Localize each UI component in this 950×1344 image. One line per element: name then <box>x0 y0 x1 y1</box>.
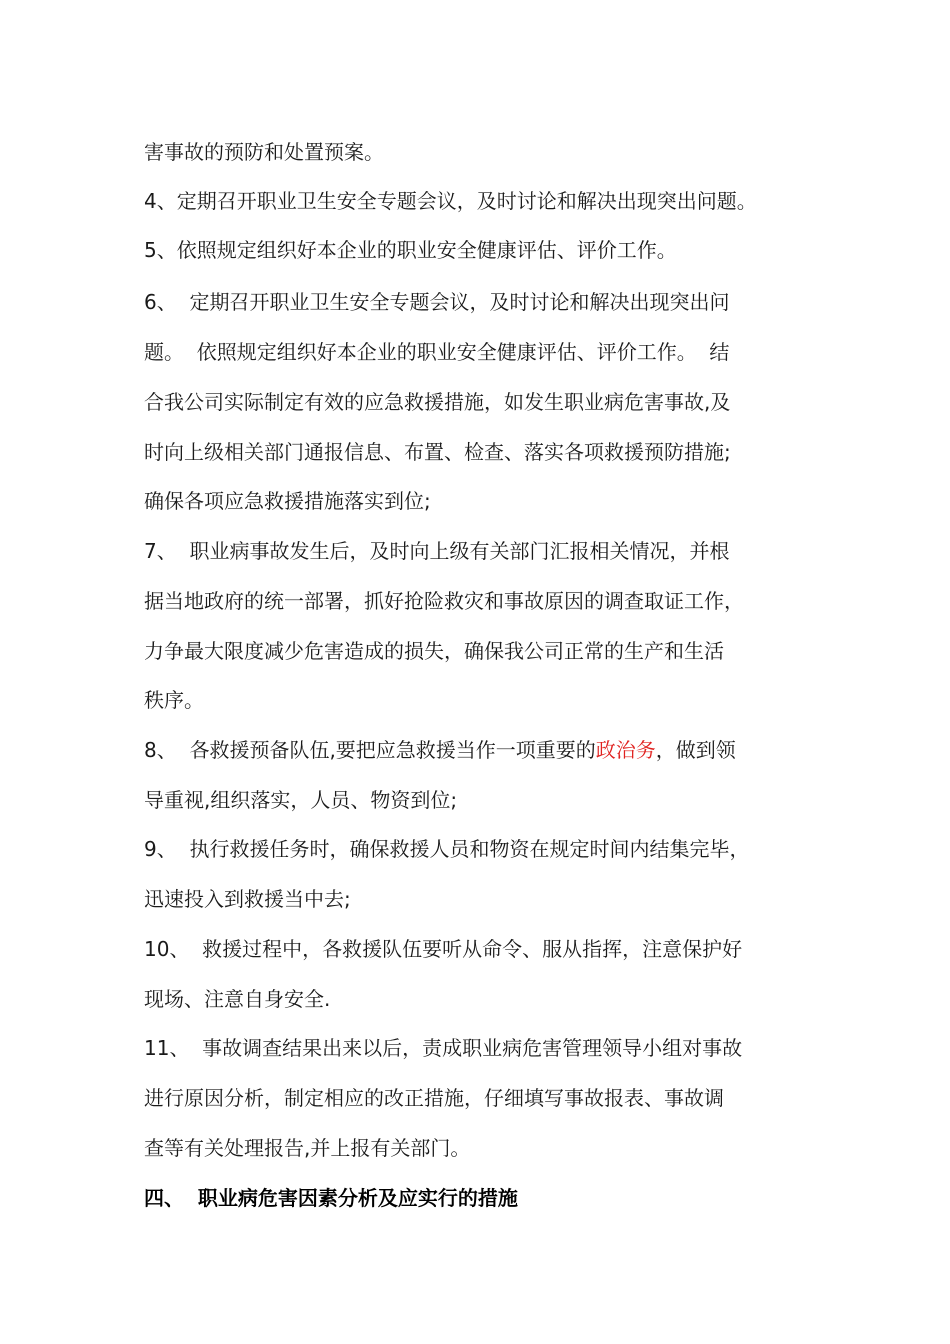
text-line-20: 进行原因分析，制定相应的改正措施，仔细填写事故报表、事故调 <box>144 1086 724 1110</box>
text-line-12: 秩序。 <box>144 688 204 712</box>
text-line-7: 时向上级相关部门通报信息、布置、检查、落实各项救援预防措施; <box>144 440 731 464</box>
text-line-5: 题。 依照规定组织好本企业的职业安全健康评估、评价工作。 结 <box>144 340 730 364</box>
text-line-3: 5、依照规定组织好本企业的职业安全健康评估、评价工作。 <box>144 238 677 262</box>
text-line-9: 7、 职业病事故发生后，及时向上级有关部门汇报相关情况，并根 <box>144 539 730 563</box>
text-line-4: 6、 定期召开职业卫生安全专题会议，及时讨论和解决出现突出问 <box>144 290 730 314</box>
text-line-17: 10、 救援过程中，各救援队伍要听从命令、服从指挥，注意保护好 <box>144 937 743 961</box>
text-line-18: 现场、注意自身安全. <box>144 987 331 1011</box>
text-line-1: 害事故的预防和处置预案。 <box>144 140 384 164</box>
item8-text-before: 8、 各救援预备队伍,要把应急救援当作一项重要的 <box>144 738 596 762</box>
text-line-16: 迅速投入到救援当中去; <box>144 887 351 911</box>
text-line-19: 11、 事故调查结果出来以后，责成职业病危害管理领导小组对事故 <box>144 1036 743 1060</box>
text-line-2: 4、定期召开职业卫生安全专题会议，及时讨论和解决出现突出问题。 <box>144 189 757 213</box>
text-line-21: 查等有关处理报告,并上报有关部门。 <box>144 1136 471 1160</box>
item8-highlight-text: 政治务 <box>595 738 656 762</box>
text-line-11: 力争最大限度减少危害造成的损失，确保我公司正常的生产和生活 <box>144 639 724 663</box>
text-line-15: 9、 执行救援任务时，确保救援人员和物资在规定时间内结集完毕， <box>144 837 750 861</box>
section-heading: 四、 职业病危害因素分析及应实行的措施 <box>144 1186 518 1210</box>
text-line-item-8 <box>144 736 736 764</box>
text-line-8: 确保各项应急救援措施落实到位; <box>144 489 431 513</box>
text-line-14: 导重视,组织落实，人员、物资到位; <box>144 788 458 812</box>
text-line-10: 据当地政府的统一部署，抓好抢险救灾和事故原因的调查取证工作， <box>144 589 744 613</box>
item8-text-after: ，做到领 <box>655 738 736 762</box>
text-line-6: 合我公司实际制定有效的应急救援措施，如发生职业病危害事故,及 <box>144 390 731 414</box>
